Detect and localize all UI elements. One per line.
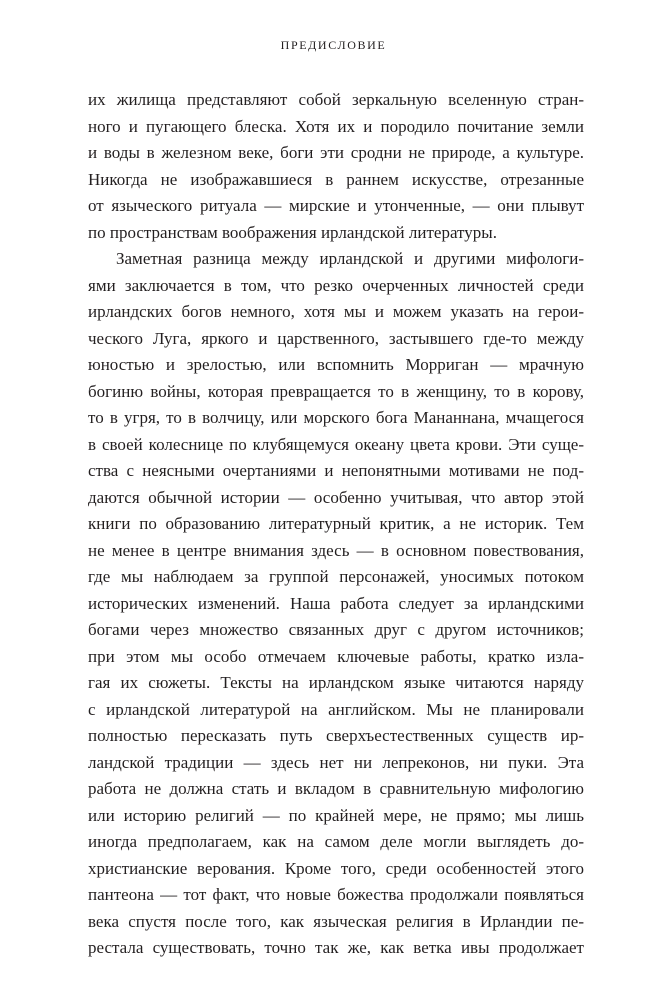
text-line: рестала существовать, точно так же, как ветка ивы продолжает	[88, 938, 584, 957]
text-line: их жилища представляют собой зеркальную вселенную стран-	[88, 90, 584, 109]
running-head: ПРЕДИСЛОВИЕ	[280, 38, 387, 52]
text-line: ческого Луга, яркого и царственного, застывшего где-то между	[88, 328, 584, 348]
text-line: по пространствам воображения ирландской литературы.	[88, 222, 497, 242]
text-line: при этом мы особо отмечаем ключевые работы, кратко изла-	[88, 646, 584, 666]
text-line: работа не должна стать и вкладом в сравнительную мифологию	[88, 779, 584, 798]
text-line: христианские верования. Кроме того, среди особенностей этого	[88, 858, 584, 878]
text-line: где мы наблюдаем за группой персонажей, уносимых потоком	[88, 567, 584, 586]
text-line: то в угря, то в волчицу, или морского бога Мананнана, мчащегося	[88, 408, 584, 427]
text-line: от языческого ритуала — мирские и утонченные, — они плывут	[88, 196, 584, 215]
text-line: исторических изменений. Наша работа следует за ирландскими	[88, 593, 584, 613]
text-line: в своей колеснице по клубящемуся океану цвета крови. Эти суще-	[88, 434, 584, 454]
text-line: и воды в железном веке, боги эти сродни не природе, а культуре.	[88, 143, 584, 162]
text-line: Заметная разница между ирландской и другими мифологи-	[116, 249, 584, 268]
text-line: пантеона — тот факт, что новые божества продолжали появляться	[88, 885, 584, 904]
text-line: или историю религий — по крайней мере, не прямо; мы лишь	[88, 805, 584, 825]
text-line: не менее в центре внимания здесь — в основном повествования,	[88, 540, 584, 560]
body-text	[88, 87, 584, 962]
text-line: иногда предполагаем, как на самом деле могли выглядеть до-	[88, 832, 584, 851]
text-line: юностью и зрелостью, или вспомнить Морриган — мрачную	[88, 355, 584, 374]
text-line: полностью пересказать путь сверхъестественных существ ир-	[88, 726, 584, 745]
text-line: ства с неясными очертаниями и непонятными мотивами не под-	[88, 461, 584, 480]
text-line: века спустя после того, как языческая религия в Ирландии пе-	[88, 911, 584, 931]
text-line: с ирландской литературой на английском. Мы не планировали	[88, 699, 584, 719]
text-line: ями заключается в том, что резко очерченных личностей среди	[88, 275, 584, 295]
text-line: гая их сюжеты. Тексты на ирландском языке читаются наряду	[88, 673, 584, 692]
text-line: ландской традиции — здесь нет ни лепреконов, ни пуки. Эта	[88, 752, 584, 772]
text-line: даются обычной истории — особенно учитывая, что автор этой	[88, 487, 584, 507]
text-line: богами через множество связанных друг с другом источников;	[88, 620, 584, 639]
text-line: книги по образованию литературный критик, а не историк. Тем	[88, 514, 584, 533]
text-line: Никогда не изображавшиеся в раннем искусстве, отрезанные	[88, 169, 584, 189]
text-line: ирландских богов немного, хотя мы и можем указать на герои-	[88, 302, 584, 321]
text-line: ного и пугающего блеска. Хотя их и породило почитание земли	[88, 116, 584, 136]
text-line: богиню войны, которая превращается то в женщину, то в корову,	[88, 381, 584, 401]
